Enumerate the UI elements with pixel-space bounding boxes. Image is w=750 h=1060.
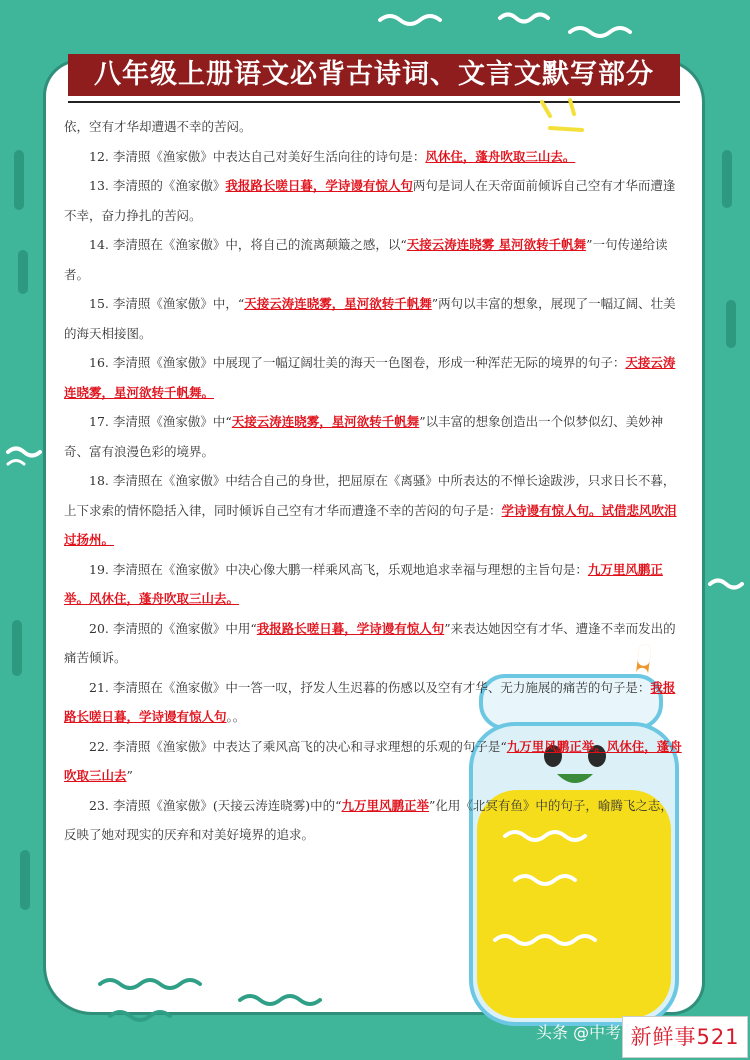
text-run: ”两句以丰富的想象，展现了一幅辽阔、壮美的海天相接图。 (64, 296, 676, 341)
text-run: 13. 李清照的《渔家傲》 (89, 178, 226, 193)
bg-dash (722, 150, 732, 208)
text-paragraph (64, 407, 682, 466)
answer-highlight: 我报路长嗟日暮，学诗谩有惊人句 (256, 620, 445, 636)
text-run: 12. 李清照《渔家傲》中表达自己对美好生活向往的诗句是： (89, 148, 426, 164)
answer-highlight: 风休住，蓬舟吹取三山去。 (425, 148, 576, 164)
bg-dash (726, 300, 736, 348)
answer-highlight: 九万里风鹏正举。风休住，蓬舟吹取三山去 (64, 738, 682, 783)
bg-dash (12, 620, 22, 676)
text-run: 20. 李清照的《渔家傲》中用“ (89, 620, 257, 636)
answer-highlight: 天接云涛连晓雾，星河欲转千帆舞 (231, 414, 420, 429)
text-run: 两句是词人在天帝面前倾诉自己空有才华而遭逢不幸，奋力挣扎的苦闷。 (64, 178, 676, 223)
answer-highlight: 学诗谩有惊人句。试借悲风吹泪过扬州。 (64, 502, 677, 547)
answer-highlight: 九万里风鹏正举 (341, 797, 430, 813)
text-paragraph (64, 230, 682, 289)
text-run: 17. 李清照《渔家傲》中“ (89, 414, 232, 429)
answer-highlight: 天接云涛连晓雾 星河欲转千帆舞 (406, 237, 587, 252)
text-paragraph (64, 112, 682, 142)
bg-dash (14, 150, 24, 210)
text-run: ”来表达她因空有才华、遭逢不幸而发出的痛苦倾诉。 (64, 620, 676, 665)
text-run: 16. 李清照《渔家傲》中展现了一幅辽阔壮美的海天一色图卷，形成一种浑茫无际的境界的句子： (89, 355, 626, 370)
text-paragraph (64, 142, 682, 172)
text-run: 22. 李清照《渔家傲》中表达了乘风高飞的决心和寻求理想的乐观的句子是“ (89, 738, 507, 754)
top-wave-decoration (370, 6, 660, 46)
watermark-label: 新鲜事521 (622, 1016, 748, 1058)
text-run: 15. 李清照《渔家傲》中，“ (89, 296, 245, 311)
bg-dash (18, 250, 28, 294)
content-area (64, 112, 682, 850)
text-paragraph (64, 348, 682, 407)
text-run: ”以丰富的想象创造出一个似梦似幻、美妙神奇、富有浪漫色彩的境界。 (64, 414, 664, 459)
text-paragraph (64, 673, 682, 732)
text-run: 19. 李清照在《渔家傲》中决心像大鹏一样乘风高飞，乐观地追求幸福与理想的主旨句是： (89, 561, 588, 577)
bottom-wave-decoration (90, 964, 450, 1034)
text-run: 21. 李清照在《渔家傲》中一答一叹，抒发人生迟暮的伤感以及空有才华、无力施展的痛苦的句子是： (89, 679, 651, 695)
text-run: 18. 李清照在《渔家傲》中结合自己的身世，把屈原在《离骚》中所表达的不惮长途跋涉，只求日长不暮，上下求索的情怀隐括入律，同时倾诉自己空有才华而遭逢不幸的苦闷的句子是： (64, 473, 676, 518)
text-run: 依，空有才华却遭遇不幸的苦闷。 (64, 119, 252, 134)
answer-highlight: 我报路长嗟日暮，学诗谩有惊人句 (225, 178, 413, 193)
source-attribution: 头条 @中考 (536, 1023, 622, 1042)
text-run: 14. 李清照在《渔家傲》中，将自己的流离颠簸之感，以“ (89, 237, 407, 252)
text-run: ”一句传递给读者。 (64, 237, 668, 282)
answer-highlight: 九万里风鹏正举。风休住，蓬舟吹取三山去。 (64, 561, 663, 606)
text-paragraph (64, 732, 682, 791)
text-run: 。。 (226, 709, 246, 724)
text-paragraph (64, 466, 682, 555)
text-paragraph (64, 555, 682, 614)
answer-highlight: 天接云涛连晓雾，星河欲转千帆舞 (244, 296, 432, 311)
bg-dash (20, 850, 30, 910)
text-run: 23. 李清照《渔家傲》(天接云涛连晓雾)中的“ (89, 797, 342, 813)
text-paragraph (64, 171, 682, 230)
answer-highlight: 我报路长嗟日暮，学诗谩有惊人句 (64, 679, 676, 724)
text-run: ” (126, 768, 133, 783)
text-paragraph (64, 791, 682, 850)
text-paragraph (64, 289, 682, 348)
text-run: ”化用《北冥有鱼》中的句子，喻腾飞之志，反映了她对现实的厌弃和对美好境界的追求。 (64, 797, 673, 842)
text-paragraph (64, 614, 682, 673)
answer-highlight: 天接云涛连晓雾，星河欲转千帆舞。 (64, 355, 676, 400)
right-wave-decoration (706, 570, 750, 600)
page-title: 八年级上册语文必背古诗词、文言文默写部分 (68, 54, 680, 96)
